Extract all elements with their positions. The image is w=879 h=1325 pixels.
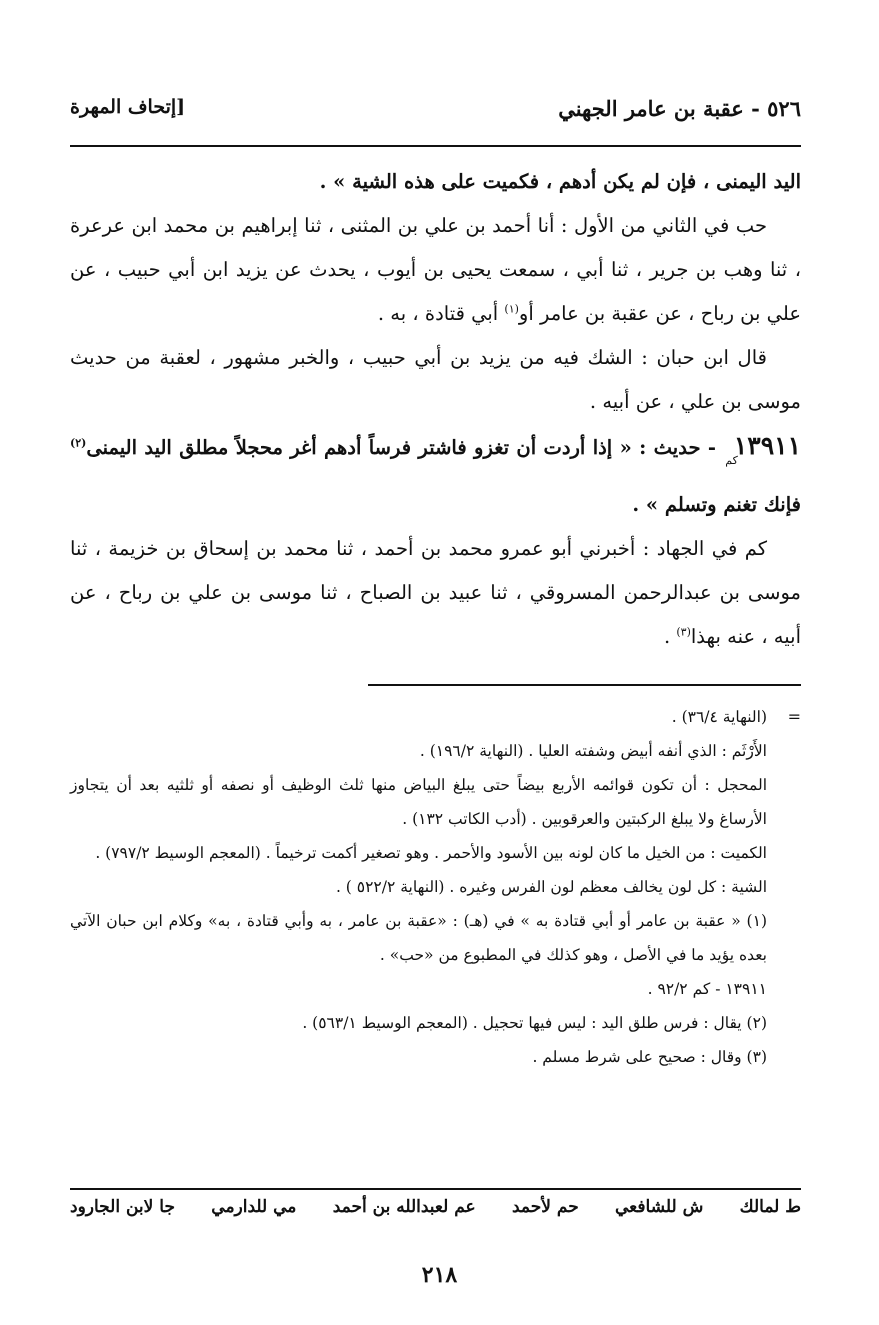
isnad-text-end: أبي قتادة ، به . [377,302,505,325]
isnad-paragraph-hakim [70,527,801,659]
isnad-text-hakim-end: . [663,625,677,648]
footnote-ref-3: (٣) [676,625,691,639]
isnad-paragraph-hibban [70,204,801,336]
hadith-number: ١٣٩١١ [733,431,801,460]
footnote-gloss: الأَرْثَم : الذي أنفه أبيض وشفته العليا . (النهاية ١٩٦/٢) . [419,742,767,760]
footnote-1: (١) « عقبة بن عامر أو أبي قتادة به » في (هـ) : «عقبة بن عامر ، به وأبي قتادة ، به» وكلام ابن حبان الآتي بعده يؤيد ما في الأصل ، وهو كذلك في المطبوع من «حب» . [70,912,767,964]
continuation-line: اليد اليمنى ، فإن لم يكن أدهم ، فكميت على هذه الشية » . [319,170,801,193]
source-mark: كم [725,454,738,467]
isnad-text-hakim: كم في الجهاد : أخبرني أبو عمرو محمد بن أحمد ، ثنا محمد بن إسحاق بن خزيمة ، ثنا موسى بن عبدالرحمن المسروقي ، ثنا عبيد بن الصباح ، ثنا موسى بن علي بن رباح ، عن أبيه ، عنه بهذا [70,537,801,648]
abbreviation: حم لأحمد [512,1197,579,1217]
footnote-continuation [70,700,801,734]
footnote-ref-2: (٢) [70,436,87,450]
book-title: [إتحاف المهرة [70,96,186,118]
footnote-text: (النهاية ٣٦/٤) . [671,708,767,726]
page-header [70,92,801,128]
hadith-text: - حديث : « إذا أردت أن تغزو فاشتر فرساً أدهم أغر محجلاً مطلق اليد اليمنى [86,436,724,459]
abbreviation: ط لمالك [739,1197,801,1217]
footnote-gloss: الشية : كل لون يخالف معظم لون الفرس وغيره . (النهاية ٥٢٢/٢ ) . [335,878,767,896]
chapter-title: ٥٢٦ - عقبة بن عامر الجهني [558,96,801,121]
hadith-text-end: فإنك تغنم وتسلم » . [632,493,801,516]
footnote-ref-1: (١) [504,302,519,316]
footnote-hadith-ref: ١٣٩١١ - كم ٩٢/٢ . [647,980,767,998]
main-text [70,160,801,659]
footnotes [70,700,801,1074]
footnote-gloss: الكميت : من الخيل ما كان لونه بين الأسود والأحمر . وهو تصغير أكمت ترخيماً . (المعجم الوسيط ٧٩٧/٢) . [95,844,767,862]
footnote-rule [368,684,801,686]
header-rule [70,145,801,147]
abbreviation: مي للدارمي [211,1197,297,1217]
abbreviation: عم لعبدالله بن أحمد [332,1197,476,1217]
footnote-gloss: المحجل : أن تكون قوائمه الأربع بيضاً حتى يبلغ البياض منها ثلث الوظيف أو نصفه أو ثلثيه بعد أن يتجاوز الأرساغ ولا يبلغ الركبتين والعرقوبين . (أدب الكاتب ١٣٢) . [70,776,767,828]
page-number: ٢١٨ [421,1262,458,1288]
abbreviations-key [70,1197,801,1233]
abbreviation: جا لابن الجارود [70,1197,175,1217]
footnote-3: (٣) وقال : صحيح على شرط مسلم . [532,1048,767,1066]
abbreviation: ش للشافعي [615,1197,704,1217]
abbreviations-rule [70,1188,801,1190]
continuation-mark: = [787,707,801,726]
ibn-hibban-comment: قال ابن حبان : الشك فيه من يزيد بن أبي حبيب ، والخبر مشهور ، لعقبة من حديث موسى بن علي ، عن أبيه . [70,346,801,413]
hadith-entry [70,424,801,527]
footnote-2: (٢) يقال : فرس طلق اليد : ليس فيها تحجيل . (المعجم الوسيط ٥٦٣/١) . [302,1014,767,1032]
isnad-text: حب في الثاني من الأول : أنا أحمد بن علي بن المثنى ، ثنا إبراهيم بن محمد ابن عرعرة ، ثنا وهب بن جرير ، ثنا أبي ، سمعت يحيى بن أيوب ، يحدث عن يزيد ابن أبي حبيب ، عن علي بن رباح ، عن عقبة بن عامر أو [70,214,801,325]
